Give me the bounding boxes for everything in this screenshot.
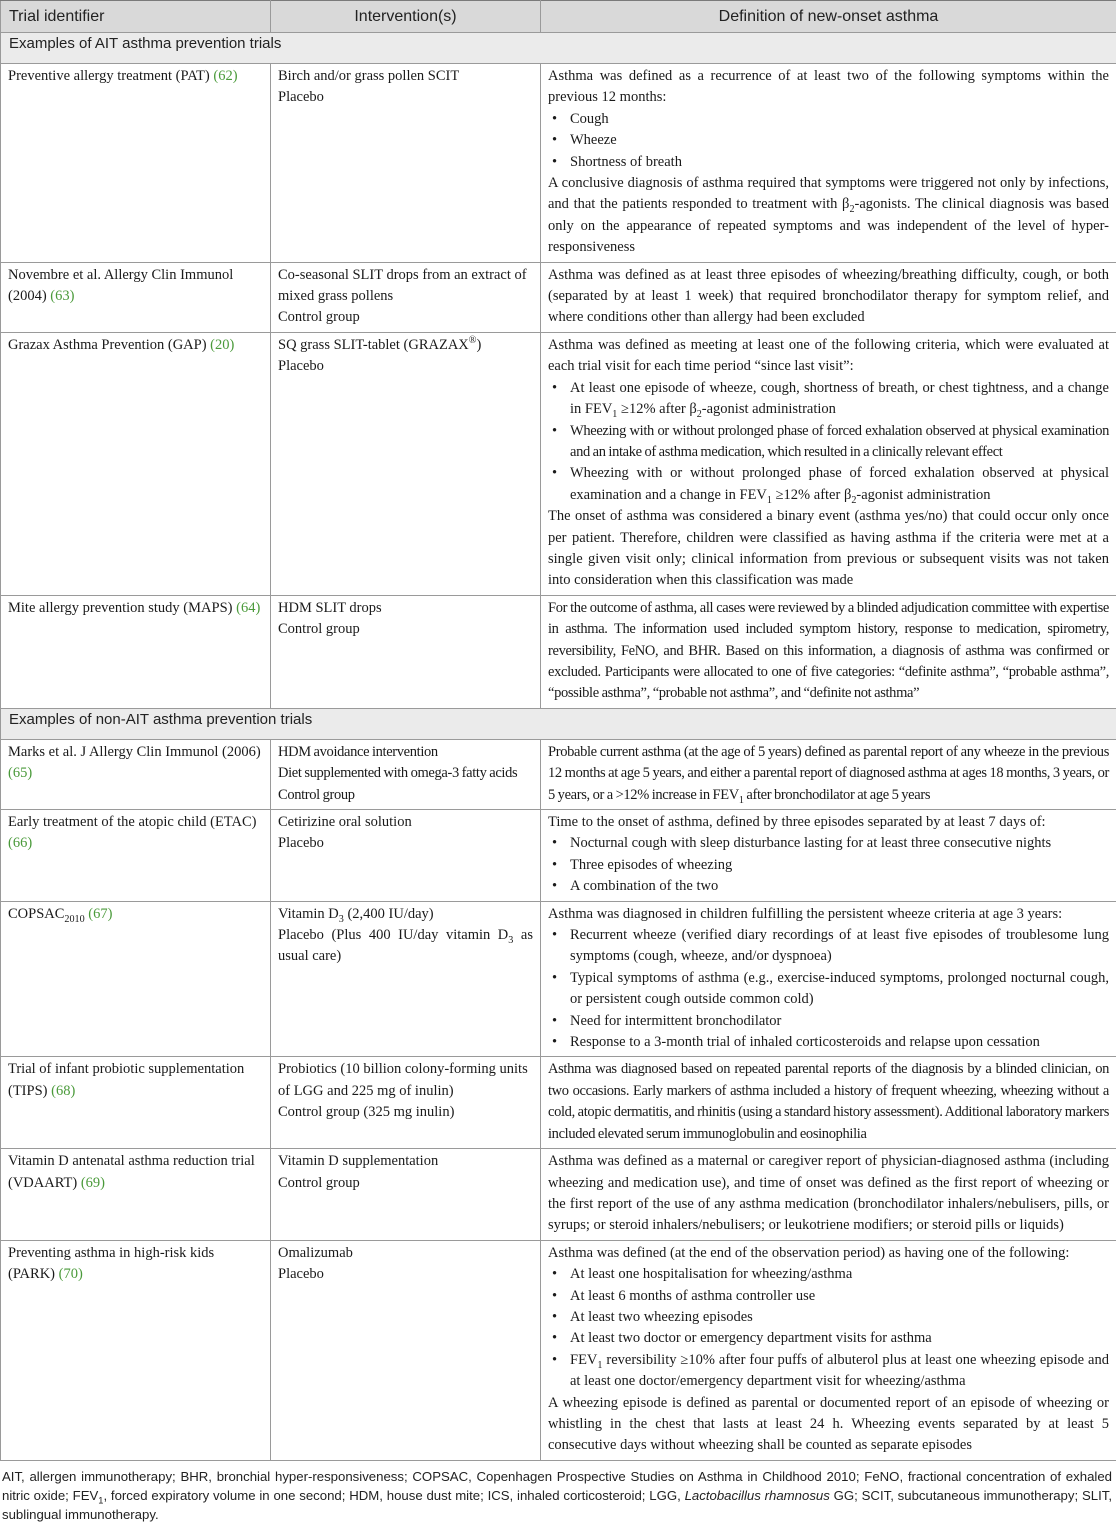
definition-outro: A conclusive diagnosis of asthma required that symptoms were triggered not only by infections, and that the patients responded to treatment with $\beta_2$-agonists. The clinical diagnosis was based only on the appearance of repeated symptoms and was independent of the level of hyper-responsiveness	[548, 175, 1109, 256]
definition-cell	[541, 332, 1116, 595]
trial-cell	[1, 901, 271, 1057]
trial-name: Early treatment of the atopic child (ETAC)	[8, 814, 257, 830]
trial-name: Grazax Asthma Prevention (GAP)	[8, 336, 207, 353]
trial-name: Mite allergy prevention study (MAPS)	[8, 599, 233, 616]
table-row	[1, 262, 1116, 332]
trial-name: Novembre et al. Allergy Clin Immunol (2004)	[8, 266, 234, 305]
definition-list	[548, 833, 1109, 897]
definition-intro: Time to the onset of asthma, defined by three episodes separated by at least 7 days of:	[548, 814, 1046, 830]
list-item: • Response to a 3-month trial of inhaled corticosteroids and relapse upon cessation	[548, 1032, 1109, 1053]
intervention-cell	[271, 64, 541, 263]
definition-cell: Probable current asthma (at the age of 5 years) defined as parental report of any wheeze in the previous 12 months at age 5 years, and either a parental report of diagnosed asthma at ages 18 months, 3 years, or 5 years, or a >12% increase in $FEV_1$ after bronchodilator at age 5 years	[541, 739, 1116, 809]
trial-cell	[1, 64, 271, 263]
intervention-item: Control group (325 mg inulin)	[278, 1104, 455, 1121]
reference-link[interactable]: (63)	[50, 288, 75, 305]
trial-name: Preventing asthma in high-risk kids (PARK)	[8, 1244, 215, 1283]
trial-cell	[1, 1240, 271, 1460]
intervention-item: Cetirizine oral solution	[278, 814, 412, 830]
table-row	[1, 332, 1116, 595]
trial-name: Vitamin D antenatal asthma reduction trial (VDAART)	[8, 1153, 255, 1191]
definition-cell	[541, 64, 1116, 263]
intervention-cell	[271, 1057, 541, 1149]
list-item: • At least one episode of wheeze, cough, shortness of breath, or chest tightness, and a change in $FEV_1 \ge 12\%$ after $\beta_2$-agonist administration	[548, 378, 1109, 421]
trial-cell	[1, 739, 271, 809]
list-item: • Wheeze	[548, 130, 1109, 151]
trial-cell	[1, 1149, 271, 1241]
table-row	[1, 1240, 1116, 1460]
trial-name: Trial of infant probiotic supplementation (TIPS)	[8, 1061, 245, 1099]
table-row	[1, 739, 1116, 809]
intervention-cell	[271, 332, 541, 595]
intervention-item: Vitamin $D_3$ (2,400 IU/day)	[278, 905, 434, 925]
intervention-item: Co-seasonal SLIT drops from an extract of mixed grass pollens	[278, 266, 527, 305]
definition-list	[548, 109, 1109, 173]
definition-cell: Asthma was diagnosed based on repeated parental reports of the diagnosis by a blinded clinician, on two occasions. Early markers of asthma included a history of frequent wheezing, wheezing without a cold, atopic dermatitis, and rhinitis (using a standard history assessment). Additional laboratory markers included elevated serum immunoglobulin and eosinophilia	[541, 1057, 1116, 1149]
intervention-cell	[271, 595, 541, 708]
definition-cell	[541, 1240, 1116, 1460]
table-row	[1, 64, 1116, 263]
intervention-item: Placebo	[278, 358, 324, 375]
trial-name: Marks et al. J Allergy Clin Immunol (2006)	[8, 743, 261, 760]
intervention-item: Control group	[278, 1174, 360, 1191]
table-row	[1, 1057, 1116, 1149]
definition-list	[548, 1264, 1109, 1392]
trial-cell	[1, 595, 271, 708]
reference-link[interactable]: (66)	[8, 835, 33, 852]
section-row	[1, 708, 1116, 739]
definition-intro: Asthma was defined as a recurrence of at least two of the following symptoms within the previous 12 months:	[548, 68, 1109, 106]
definition-list	[548, 378, 1109, 506]
definition-cell: For the outcome of asthma, all cases were reviewed by a blinded adjudication committee with expertise in asthma. The information used included symptom history, response to medication, spirometry, reversibility, FeNO, and BHR. Based on this information, a diagnosis of asthma was confirmed or excluded. Participants were allocated to one of five categories: “definite asthma”, “probable asthma”, “possible asthma”, “probable not asthma”, and “definite not asthma”	[541, 595, 1116, 708]
trial-name: $COPSAC_{2010}$	[8, 905, 85, 925]
list-item: • Cough	[548, 109, 1109, 130]
intervention-cell	[271, 739, 541, 809]
list-item: • A combination of the two	[548, 876, 1109, 897]
list-item: • Three episodes of wheezing	[548, 855, 1109, 876]
section-title: Examples of AIT asthma prevention trials	[1, 33, 1116, 64]
definition-list	[548, 925, 1109, 1053]
table-footnote: AIT, allergen immunotherapy; BHR, bronchial hyper-responsiveness; COPSAC, Copenhagen Prospective Studies on Asthma in Childhood 2010; FeNO, fractional concentration of exhaled nitric oxide; $FEV_1$, forced expiratory volume in one second; HDM, house dust mite; ICS, inhaled corticosteroid; LGG, Lactobacillus rhamnosus GG; SCIT, subcutaneous immunotherapy; SLIT, sublingual immunotherapy.	[2, 1468, 1112, 1522]
list-item: • Nocturnal cough with sleep disturbance lasting for at least three consecutive nights	[548, 833, 1109, 854]
reference-link[interactable]: (70)	[58, 1266, 83, 1283]
definition-cell: Asthma was defined as a maternal or caregiver report of physician-diagnosed asthma (including wheezing and medication use), and time of onset was defined as the first report of wheezing or the first report of the use of any asthma medication (bronchodilator inhalers/nebulisers, pills, or syrups; or steroid inhalers/nebulisers; or leukotriene modifiers; or steroid pills or liquids)	[541, 1149, 1116, 1241]
list-item: • Need for intermittent bronchodilator	[548, 1011, 1109, 1032]
list-item: • At least one hospitalisation for wheezing/asthma	[548, 1264, 1109, 1285]
definition-intro: Asthma was defined (at the end of the observation period) as having one of the following:	[548, 1244, 1070, 1261]
trial-cell	[1, 810, 271, 902]
header-interventions: Intervention(s)	[271, 1, 541, 33]
list-item: • At least 6 months of asthma controller use	[548, 1286, 1109, 1307]
intervention-item: Placebo	[278, 1266, 324, 1283]
intervention-item: Birch and/or grass pollen SCIT	[278, 68, 460, 84]
table-row	[1, 595, 1116, 708]
intervention-cell	[271, 262, 541, 332]
list-item: • Shortness of breath	[548, 152, 1109, 173]
intervention-item: Omalizumab	[278, 1244, 353, 1261]
intervention-item: HDM avoidance intervention	[278, 743, 438, 760]
reference-link[interactable]: (65)	[8, 765, 33, 782]
header-definition: Definition of new-onset asthma	[541, 1, 1116, 33]
header-trial-identifier: Trial identifier	[1, 1, 271, 33]
intervention-item: Placebo	[278, 89, 324, 106]
trial-cell	[1, 1057, 271, 1149]
intervention-item: Diet supplemented with omega-3 fatty acids	[278, 765, 518, 782]
trial-cell	[1, 332, 271, 595]
reference-link[interactable]: (69)	[80, 1174, 106, 1191]
intervention-item: HDM SLIT drops	[278, 599, 382, 616]
list-item: • Recurrent wheeze (verified diary recordings of at least five episodes of troublesome lung symptoms (cough, wheeze, and/or dyspnoea)	[548, 925, 1109, 968]
list-item: • Wheezing with or without prolonged phase of forced exhalation observed at physical examination and an intake of asthma medication, which resulted in a clinically relevant effect	[548, 421, 1109, 464]
definition-outro: The onset of asthma was considered a binary event (asthma yes/no) that could occur only once per patient. Therefore, children were classified as having asthma if the criteria were met at a single given visit only; clinical information from previous or subsequent visits was not taken into consideration when this classification was made	[548, 508, 1109, 589]
intervention-item: Placebo	[278, 835, 324, 852]
reference-link[interactable]: (67)	[88, 905, 113, 922]
intervention-item: Control group	[278, 621, 360, 638]
list-item: • At least two wheezing episodes	[548, 1307, 1109, 1328]
list-item: • Wheezing with or without prolonged phase of forced exhalation observed at physical examination and a change in $FEV_1 \ge 12\%$ after $\beta_2$-agonist administration	[548, 463, 1109, 506]
table-row	[1, 1149, 1116, 1241]
intervention-cell	[271, 1149, 541, 1241]
intervention-cell	[271, 1240, 541, 1460]
intervention-cell	[271, 810, 541, 902]
intervention-item: Control group	[278, 786, 355, 803]
definition-outro: A wheezing episode is defined as parental or documented report of an episode of wheezing or whistling in the chest that lasts at least 24 h. Wheezing events separated by at least 5 consecutive days without wheezing shall be counted as separate episodes	[548, 1394, 1109, 1454]
table-row	[1, 901, 1116, 1057]
intervention-item: Vitamin D supplementation	[278, 1153, 439, 1170]
intervention-cell	[271, 901, 541, 1057]
definition-intro: Asthma was defined as meeting at least one of the following criteria, which were evaluated at each trial visit for each time period “since last visit”:	[548, 336, 1109, 375]
definition-cell	[541, 810, 1116, 902]
trial-cell	[1, 262, 271, 332]
definition-cell	[541, 901, 1116, 1057]
intervention-item: SQ grass SLIT-tablet (GRAZAX®)	[278, 335, 482, 353]
intervention-item: Control group	[278, 309, 360, 326]
reference-link[interactable]: (20)	[210, 336, 235, 353]
list-item: • At least two doctor or emergency department visits for asthma	[548, 1328, 1109, 1349]
reference-link[interactable]: (62)	[213, 68, 238, 84]
intervention-item: Probiotics (10 billion colony-forming units of LGG and 225 mg of inulin)	[278, 1061, 528, 1099]
definition-intro: Asthma was diagnosed in children fulfilling the persistent wheeze criteria at age 3 years:	[548, 905, 1063, 922]
section-row	[1, 33, 1116, 64]
trial-name: Preventive allergy treatment (PAT)	[8, 68, 210, 84]
list-item: • Typical symptoms of asthma (e.g., exercise-induced symptoms, prolonged nocturnal cough, or persistent cough outside common cold)	[548, 968, 1109, 1011]
section-title: Examples of non-AIT asthma prevention trials	[1, 708, 1116, 739]
reference-link[interactable]: (68)	[51, 1082, 76, 1099]
header-row	[1, 1, 1116, 33]
definition-cell: Asthma was defined as at least three episodes of wheezing/breathing difficulty, cough, or both (separated by at least 1 week) that required bronchodilator therapy for symptom relief, and where conditions other than allergy had been excluded	[541, 262, 1116, 332]
intervention-item: Placebo (Plus 400 IU/day vitamin $D_3$ as usual care)	[278, 927, 533, 965]
list-item: • $FEV_1$ reversibility ≥10% after four puffs of albuterol plus at least one wheezing episode and at least one doctor/emergency department visit for wheezing/asthma	[548, 1350, 1109, 1393]
reference-link[interactable]: (64)	[236, 599, 261, 616]
table-row	[1, 810, 1116, 902]
